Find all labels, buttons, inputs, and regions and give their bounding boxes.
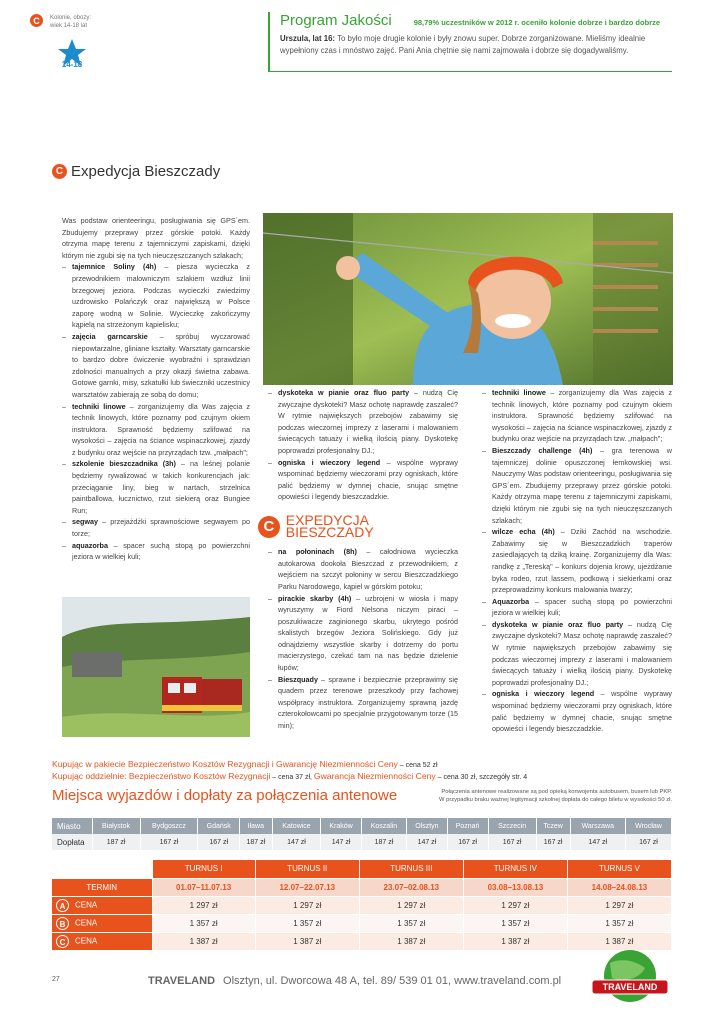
price-cell: 1 387 zł xyxy=(359,932,463,950)
column-1 xyxy=(62,215,250,563)
list-item-title: techniki linowe xyxy=(72,401,126,411)
list-item-title: szkolenie bieszczadnika (3h) xyxy=(72,459,176,469)
list-item-title: segway xyxy=(72,517,98,527)
price-line-2: Kupując oddzielnie: Bezpieczeństwo Kosztów Rezygnacji – cena 37 zł, Gwarancja Niezmienności Ceny – cena 30 zł, szczegóły str. 4 xyxy=(52,771,528,781)
list-item xyxy=(482,688,672,734)
price-cell: 1 357 zł xyxy=(567,914,671,932)
traveland-logo: TRAVELAND xyxy=(590,948,670,1008)
list-item xyxy=(482,387,672,445)
list-item xyxy=(268,593,458,674)
city-name: Tczew xyxy=(536,818,570,834)
city-name: Bydgoszcz xyxy=(140,818,198,834)
city-fee: 167 zł xyxy=(536,834,570,850)
price-row xyxy=(52,932,672,950)
list-item-text: – wspólne wyprawy wspominać będziemy wieczorami przy ogniskach, które palić będziemy w dymnej chacie, snując smętne opowieści i legendy bieszczadzkie. xyxy=(278,457,458,502)
price-cell: 1 387 zł xyxy=(255,932,359,950)
list-item xyxy=(62,261,250,331)
list-item-text: – na leśnej polanie będziemy rywalizować w takich konkurencjach jak: przeciąganie liny, bieg w nartach, strzelnica paintballowa, łucznictwo, rzut siekierą oraz Bungiee Run; xyxy=(72,459,250,515)
list-item-title: Aquazorba xyxy=(492,596,530,606)
price-cell: 1 297 zł xyxy=(152,896,255,914)
list-item-title: ogniska i wieczory legend xyxy=(278,457,381,467)
col1-intro: Was podstaw orienteeringu, posługiwania się GPS´em. Zbudujemy przeprawy przez górskie potoki. Każdy otrzyma mapę terenu z tajemniczymi zapiskami, dzięki którym nie zgubi się na tych nieuczęszczanych szlakach; xyxy=(62,216,250,260)
city-label: Miasto xyxy=(52,818,92,834)
pricing-section xyxy=(52,759,672,804)
pricing-title: Miejsca wyjazdów i dopłaty za połączenia antenowe xyxy=(52,787,398,804)
list-item-text: – całodniowa wycieczka autokarowa dookoła Bieszczad z przewodnikiem, z wejściem na szczyt połoniny w sercu Bieszczadzkiego Parku Narodowego, kąpiel w górskim potoku; xyxy=(278,547,459,591)
city-name: Olsztyn xyxy=(407,818,447,834)
list-item-text: – spacer suchą stopą po powierzchni jeziora w wielkiej kuli; xyxy=(492,596,672,618)
turnus-header: TURNUS V xyxy=(567,860,671,878)
section-title: C Expedycja Bieszczady xyxy=(52,163,220,180)
city-name: Wrocław xyxy=(625,818,671,834)
list-item-title: wilcze echa (4h) xyxy=(492,527,555,537)
price-cell: 1 297 zł xyxy=(359,896,463,914)
list-item-title: Bieszquady xyxy=(278,674,318,684)
price-cell: 1 297 zł xyxy=(463,896,567,914)
quality-quote: Urszula, lat 16: To było moje drugie kolonie i były znowu super. Dobrze zorganizowane. Mieliśmy idealnie wypełniony czas i mnóstwo zajęć. Pani Ania chętnie się nami zajmowała i dobrze się dogadywaliśmy. xyxy=(280,34,646,55)
list-item xyxy=(482,619,672,689)
city-fee: 167 zł xyxy=(488,834,536,850)
list-item-text: – nudzą Cię zwyczajne dyskoteki? Masz ochotę naprawdę zaszaleć? W rytmie największych przebojów zabawimy się podczas wieczornej imprezy z laserami i malowaniem świecących tatuaży i wielką ilością piany. Dyskotekę poprowadzi profesjonalny DJ.; xyxy=(278,388,459,455)
section-c-icon: C xyxy=(52,164,67,179)
list-item-text: – sprawne i bezpiecznie przeprawimy się quadem przez terenowe przeszkody przy fachowej współpracy instruktora. Zorganizujemy sprawną jazdę czterokołowcami po specjalnie przygotowanym torze (15 min); xyxy=(278,674,458,731)
price-cell: 1 297 zł xyxy=(567,896,671,914)
list-item-title: ogniska i wieczory legend xyxy=(492,689,595,699)
price-line-1: Kupując w pakiecie Bezpieczeństwo Kosztów Rezygnacji i Gwarancję Niezmienności Ceny – cena 52 zł xyxy=(52,759,438,769)
list-item-title: na połoninach (8h) xyxy=(278,547,357,557)
list-item xyxy=(268,546,458,592)
list-item-text: – przejażdżki sprawnościowe segwayem po torze; xyxy=(72,517,250,539)
photo-climbing xyxy=(263,213,673,385)
city-name: Szczecin xyxy=(488,818,536,834)
city-name: Kraków xyxy=(321,818,361,834)
city-name: Koszalin xyxy=(361,818,407,834)
photo-train xyxy=(62,597,250,737)
list-item-title: aquazorba xyxy=(72,540,108,550)
price-row xyxy=(52,914,672,932)
city-name: Poznań xyxy=(447,818,488,834)
price-cell: 1 297 zł xyxy=(255,896,359,914)
category-label: Kolonie, obozy: wiek 14-18 lat xyxy=(50,15,92,29)
pricing-note: Połączenia antenowe realizowane są pod opieką konwojenta autobusem, busem lub PKP. W przypadku braku ważnej legitymacji szkolnej dopłata do całego biletu w wysokości 50 zł. xyxy=(439,789,672,803)
city-fee: 147 zł xyxy=(407,834,447,850)
turnus-date: 14.08–24.08.13 xyxy=(567,878,671,896)
list-item-title: dyskoteka w pianie oraz fluo party xyxy=(278,388,410,397)
list-item-text: – Dziki Zachód na wschodzie. Zabawimy się w Bieszczadzkich traperów zasiedlających tą dziką krainę. Zorganizujemy dla Was: randkę z „Tereską" – konkurs dojenia krowy, ujeżdżanie byka rodeo, rzut lassem, podkową i siekierkami oraz przeprowadzimy konkurs malowania twarzy; xyxy=(492,527,672,595)
price-row-label xyxy=(52,914,152,932)
city-fee: 167 zł xyxy=(198,834,240,850)
city-name: Białystok xyxy=(92,818,140,834)
footer-text: TRAVELAND Olsztyn, ul. Dworcowa 48 A, tel. 89/ 539 01 01, www.traveland.com.pl xyxy=(148,975,562,987)
list-item-text: – zorganizujemy dla Was zajęcia z technik linowych, które poznamy pod czujnym okiem instruktora. Sprawność będziemy szlifować na wysokości – zajęcia na ściance wspinaczkowej, zjazdy z budynku oraz wejście na przyrządach tzw. „małpach"; xyxy=(72,401,250,457)
fee-label: Dopłata xyxy=(52,834,92,850)
city-fee: 167 zł xyxy=(447,834,488,850)
list-item-title: zajęcia garncarskie xyxy=(72,331,148,341)
price-cell: 1 387 zł xyxy=(567,932,671,950)
price-row-label xyxy=(52,896,152,914)
turnus-date: 23.07–02.08.13 xyxy=(359,878,463,896)
list-item xyxy=(268,387,458,457)
city-fee: 167 zł xyxy=(625,834,671,850)
list-item-text: – spacer suchą stopą po powierzchni jeziora w wielkiej kuli; xyxy=(72,540,250,562)
list-item-text: – spróbuj wyczarować niepowtarzalne, gliniane kształty. Warsztaty garncarskie to bardzo dobre ćwiczenie wyobraźni i sprawdzian zdolności manualnych a przy okazji świetna zabawa. Gotowe garnki, misy, szkatułki lub świeczniki uczestnicy warsztatów zabierają ze sobą do domu; xyxy=(72,331,250,399)
city-name: Gdańsk xyxy=(198,818,240,834)
city-name: Katowice xyxy=(272,818,321,834)
variant-badge: B xyxy=(56,917,69,930)
turnus-header: TURNUS I xyxy=(152,860,255,878)
price-cell: 1 387 zł xyxy=(152,932,255,950)
turnus-table xyxy=(52,860,672,951)
list-item xyxy=(268,457,458,503)
price-row-label xyxy=(52,932,152,950)
city-fee: 187 zł xyxy=(92,834,140,850)
turnus-date: 03.08–13.08.13 xyxy=(463,878,567,896)
list-item-title: pirackie skarby (4h) xyxy=(278,593,352,603)
list-item-text: – wspólne wyprawy wspominać będziemy wieczorami przy ogniskach, które palić będziemy w dymnej chacie, snując smętne opowieści i legendy bieszczadzkie. xyxy=(492,689,672,734)
variant-badge: C xyxy=(56,935,69,948)
list-item xyxy=(482,445,672,526)
list-item xyxy=(62,331,250,401)
city-fee: 147 zł xyxy=(570,834,625,850)
list-item xyxy=(482,526,672,596)
city-name: Warszawa xyxy=(570,818,625,834)
list-item xyxy=(62,401,250,459)
list-item-title: techniki linowe xyxy=(492,388,546,397)
turnus-header: TURNUS III xyxy=(359,860,463,878)
turnus-header: TURNUS II xyxy=(255,860,359,878)
age-star-badge: 14-18 xyxy=(57,38,87,68)
list-item-title: tajemnice Soliny (4h) xyxy=(72,262,157,272)
turnus-date: 12.07–22.07.13 xyxy=(255,878,359,896)
price-cell: 1 357 zł xyxy=(359,914,463,932)
price-cell: 1 357 zł xyxy=(463,914,567,932)
quality-title: Program Jakości xyxy=(280,12,392,29)
price-label: CENA xyxy=(75,918,98,928)
city-fee: 147 zł xyxy=(321,834,361,850)
page-number: 27 xyxy=(52,976,60,983)
globe-icon xyxy=(590,948,670,1008)
termin-label: TERMIN xyxy=(52,878,152,896)
list-item-title: Bieszczady challenge (4h) xyxy=(492,445,593,455)
quality-box xyxy=(268,12,672,72)
category-badge: C xyxy=(30,14,43,27)
price-cell: 1 387 zł xyxy=(463,932,567,950)
list-item-text: – uzbrojeni w wiosła i mapy wyruszymy w Fiord Nelsona niczym piraci – poszukiwacze zaginionego skarbu, ukrytego pośród skalistych brzegów Jeziora Solińskiego. Gdy już odnajdziemy wszystkie skarby i dotrzemy do portu macierzystego, czekać tam na nas będzie dzielenie łupów; xyxy=(278,593,458,673)
price-row xyxy=(52,896,672,914)
price-cell: 1 357 zł xyxy=(255,914,359,932)
city-fee: 167 zł xyxy=(140,834,198,850)
list-item-text: – nudzą Cię zwyczajne dyskoteki? Masz ochotę naprawdę zaszaleć? W rytmie największych przebojów zabawimy się podczas wieczornej imprezy z laserami i malowaniem świecących tatuaży i wielką ilością piany. Dyskotekę poprowadzi profesjonalny DJ.; xyxy=(492,619,673,687)
quality-stat: 98,79% uczestników w 2012 r. oceniło kolonie dobrze i bardzo dobrze xyxy=(413,18,661,27)
city-fee: 147 zł xyxy=(272,834,321,850)
price-label: CENA xyxy=(75,936,98,946)
list-item-title: dyskoteka w pianie oraz fluo party xyxy=(492,619,624,629)
column-3 xyxy=(482,387,672,735)
list-item-text: – zorganizujemy dla Was zajęcia z technik linowych, które poznamy pod czujnym okiem instruktora. Sprawność będziemy szlifować na wysokości – zajęcia na ściance wspinaczkowej, zjazdy z budynku oraz wejście na przyrządach tzw. „małpach"; xyxy=(492,388,672,444)
heading-c-icon: C xyxy=(258,516,280,538)
list-item xyxy=(62,458,250,516)
list-item xyxy=(62,516,250,539)
col2-heading: C EXPEDYCJA BIESZCZADY xyxy=(258,515,458,538)
price-cell: 1 357 zł xyxy=(152,914,255,932)
list-item xyxy=(268,674,458,732)
price-label: CENA xyxy=(75,900,98,910)
turnus-date: 01.07–11.07.13 xyxy=(152,878,255,896)
city-fee: 187 zł xyxy=(361,834,407,850)
city-fee: 187 zł xyxy=(240,834,273,850)
city-name: Iława xyxy=(240,818,273,834)
list-item xyxy=(482,596,672,619)
list-item-text: – gra terenowa w tajemniczej dolinie opuszczonej łemkowskiej wsi. Nauczymy Was podstaw orienteeringu, posługiwania się GPS´em. Zbudujemy przeprawy przez górskie potoki. Każdy otrzyma mapę terenu z tajemniczymi zapiskami, dzięki którym nie zgubi się na tych nieuczęszczanych szlakach; xyxy=(492,445,672,525)
turnus-header: TURNUS IV xyxy=(463,860,567,878)
list-item xyxy=(62,540,250,563)
column-2 xyxy=(263,387,459,732)
variant-badge: A xyxy=(56,899,69,912)
city-table xyxy=(52,818,672,850)
list-item-text: – piesza wycieczka z przewodnikiem malowniczym szlakiem wzdłuż linii brzegowej jeziora. Podczas wycieczki zwiedzimy uzdrowisko Polańczyk oraz największą w Polsce zaporę wodną w Solinie. Wycieczkę zakończymy kąpielą na strzeżonym kąpielisku; xyxy=(72,262,250,330)
